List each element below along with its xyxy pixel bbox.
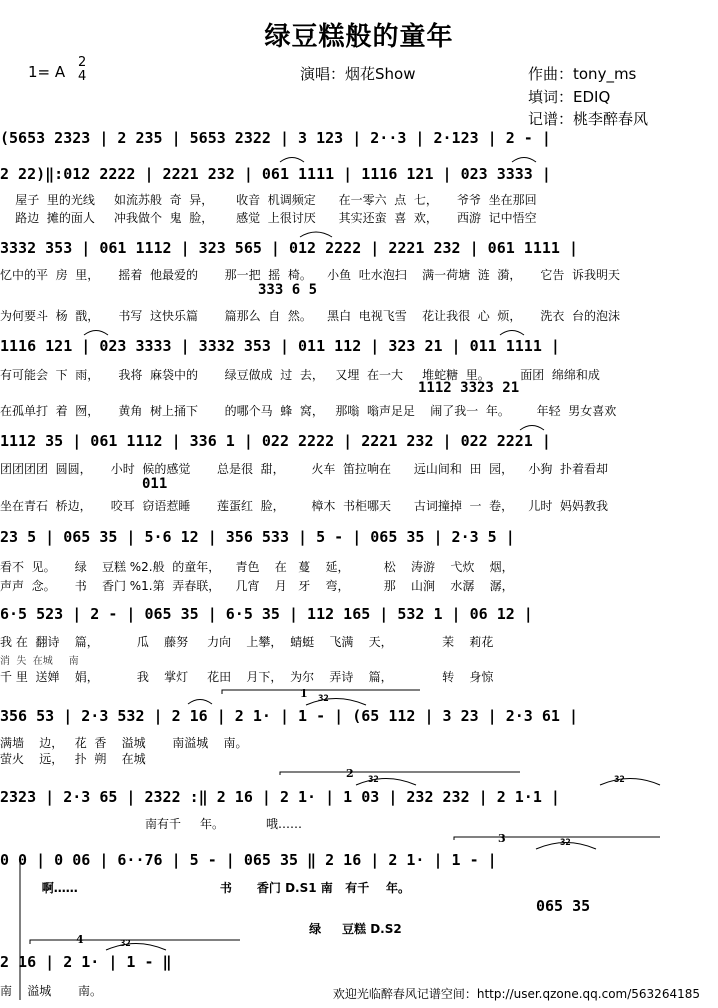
- grace-note-1: 32: [318, 694, 329, 704]
- time-signature-bottom: 4: [78, 69, 87, 84]
- lyric-line-8: 坐在青石 桥边， 咬耳 窃语惹睡 莲蛋红 脸， 樟木 书柜哪天 古词撞掉 一 卷， 儿时 妈妈教我: [0, 499, 609, 513]
- volta-bracket-2: [280, 772, 520, 775]
- grace-note-4: 32: [560, 838, 571, 848]
- grace-note-5: 32: [120, 939, 131, 949]
- lyric-line-5: 有可能会 下 雨， 我将 麻袋中的 绿豆做成 过 去， 又埋 在一大 堆蛇糖 里。 面团 绵绵和成: [0, 368, 600, 382]
- tie-mark: [600, 779, 660, 786]
- substitute-notes-2: 1112 3323 21: [418, 380, 520, 396]
- volta-3-number: 3: [498, 832, 506, 845]
- score-line-3: 3332 353 | 061 1112 | 323 565 | 012 2222 | 2221 232 | 061 1111 |: [0, 239, 578, 257]
- score-line-2: 2 22)‖:012 2222 | 2221 232 | 061 1111 | 1116 121 | 023 3333 |: [0, 165, 551, 183]
- substitute-notes-1: 333 6 5: [258, 282, 318, 298]
- singer-credit: 演唱：烟花Show: [300, 65, 416, 83]
- tie-mark: [520, 426, 544, 431]
- volta-4-number: 4: [76, 933, 84, 946]
- lyric-line-2: 路边 摊的面人 冲我做个 鬼 脸， 感觉 上很讨厌 其实还蛮 喜 欢， 西游 记中悟空: [0, 211, 537, 225]
- score-line-9: 2323 | 2·3 65 | 2322 :‖ 2 16 | 2 1· | 1 03 | 232 232 | 2 1·1 |: [0, 788, 560, 806]
- tie-mark: [356, 779, 416, 786]
- tie-mark: [106, 944, 166, 951]
- tie-mark: [188, 700, 212, 705]
- lyric-line-4: 为何要斗 杨 戬， 书写 这快乐篇 篇那么 自 然。 黑白 电视飞雪 花让我很 心 烦， 洗衣 台的泡沫: [0, 309, 621, 323]
- lyric-line-16: 南有千 年。 哦……: [0, 817, 302, 831]
- coda-notes: 065 35: [536, 897, 591, 915]
- lyric-line-18: 绿 豆糕 D.S2: [0, 922, 402, 936]
- lyric-line-12: 消 失 在城 南: [0, 656, 79, 667]
- score-line-1: (5653 2323 | 2 235 | 5653 2322 | 3 123 | 2··3 | 2·123 | 2 - |: [0, 129, 551, 147]
- lyric-line-13: 千 里 送婵 娟， 我 掌灯 花田 月下， 为尔 弄诗 篇， 转 身惊: [0, 670, 494, 684]
- volta-bracket-4: [30, 940, 240, 944]
- key-signature: 1= A: [28, 63, 66, 81]
- grace-note-2: 32: [368, 775, 379, 785]
- tie-mark: [512, 158, 536, 163]
- volta-bracket-3: [454, 837, 660, 840]
- lyric-line-7: 团团团团 圆圆， 小时 候的感觉 总是很 甜， 火车 笛拉响在 远山间和 田 园， 小狗 扑着看却: [0, 462, 609, 476]
- footer-credit: 欢迎光临醉春风记谱空间：http://user.qzone.qq.com/563264185: [332, 987, 700, 1001]
- lyric-line-10: 声声 念。 书 香门 %1.第 弄春联， 几宵 月 牙 弯， 那 山涧 水潺 潺，: [0, 579, 514, 593]
- lyric-line-19: 南 溢城 南。: [0, 984, 102, 998]
- lyric-line-17: 啊…… 书 香门 D.S1 南 有千 年。: [0, 881, 410, 895]
- tie-mark: [84, 331, 108, 336]
- score-line-11: 2 16 | 2 1· | 1 - ‖: [0, 953, 172, 971]
- lyric-line-3: 忆中的平 房 里， 摇着 他最爱的 那一把 摇 椅。 小鱼 吐水泡扫 满一荷塘 涟 漪， 它告 诉我明天: [0, 268, 621, 282]
- composer-credit: 作曲：tony_ms: [528, 65, 637, 83]
- score-line-6: 23 5 | 065 35 | 5·6 12 | 356 533 | 5 - | 065 35 | 2·3 5 |: [0, 528, 515, 546]
- lyric-line-14: 满墙 边， 花 香 溢城 南溢城 南。: [0, 736, 248, 750]
- tie-mark: [280, 158, 304, 163]
- song-title: 绿豆糕般的童年: [264, 22, 454, 52]
- volta-1-number: 1: [300, 687, 308, 700]
- grace-note-3: 32: [614, 775, 625, 785]
- score-line-4: 1116 121 | 023 3333 | 3332 353 | 011 112 | 323 21 | 011 1111 |: [0, 337, 560, 355]
- score-line-7: 6·5 523 | 2 - | 065 35 | 6·5 35 | 112 165 | 532 1 | 06 12 |: [0, 605, 533, 623]
- tie-mark: [306, 699, 366, 706]
- lyric-line-1: 屋子 里的光线 如流苏般 奇 异， 收音 机调频定 在一零六 点 七， 爷爷 坐在那回: [0, 193, 537, 207]
- score-line-8: 356 53 | 2·3 532 | 2 16 | 2 1· | 1 - | (65 112 | 3 23 | 2·3 61 |: [0, 707, 578, 725]
- volta-2-number: 2: [346, 767, 354, 780]
- tie-mark: [500, 331, 524, 336]
- time-signature-top: 2: [78, 55, 87, 70]
- lyric-line-11: 我 在 翻诗 篇， 瓜 藤努 力向 上攀， 蜻蜓 飞满 天， 茉 莉花: [0, 635, 494, 649]
- transcriber-credit: 记谱：桃李醉春风: [528, 110, 649, 128]
- score-line-5: 1112 35 | 061 1112 | 336 1 | 022 2222 | 2221 232 | 022 2221 |: [0, 432, 551, 450]
- score-line-10: 0 0 | 0 06 | 6··76 | 5 - | 065 35 ‖ 2 16 | 2 1· | 1 - |: [0, 851, 497, 869]
- lyric-line-9: 看不 见。 绿 豆糕 %2.般 的童年， 青色 在 蔓 延， 松 涛游 弋炊 烟，: [0, 560, 514, 574]
- lyric-line-15: 萤火 远， 扑 朔 在城: [0, 752, 146, 766]
- substitute-notes-3: 011: [142, 476, 168, 492]
- tie-mark: [300, 232, 332, 237]
- lyricist-credit: 填词：EDIQ: [528, 88, 611, 106]
- lyric-line-6: 在孤单打 着 囫， 黄角 树上捅下 的哪个马 蜂 窝， 那嗡 嗡声足足 闹了我一 年。 年轻 男女喜欢: [0, 404, 617, 418]
